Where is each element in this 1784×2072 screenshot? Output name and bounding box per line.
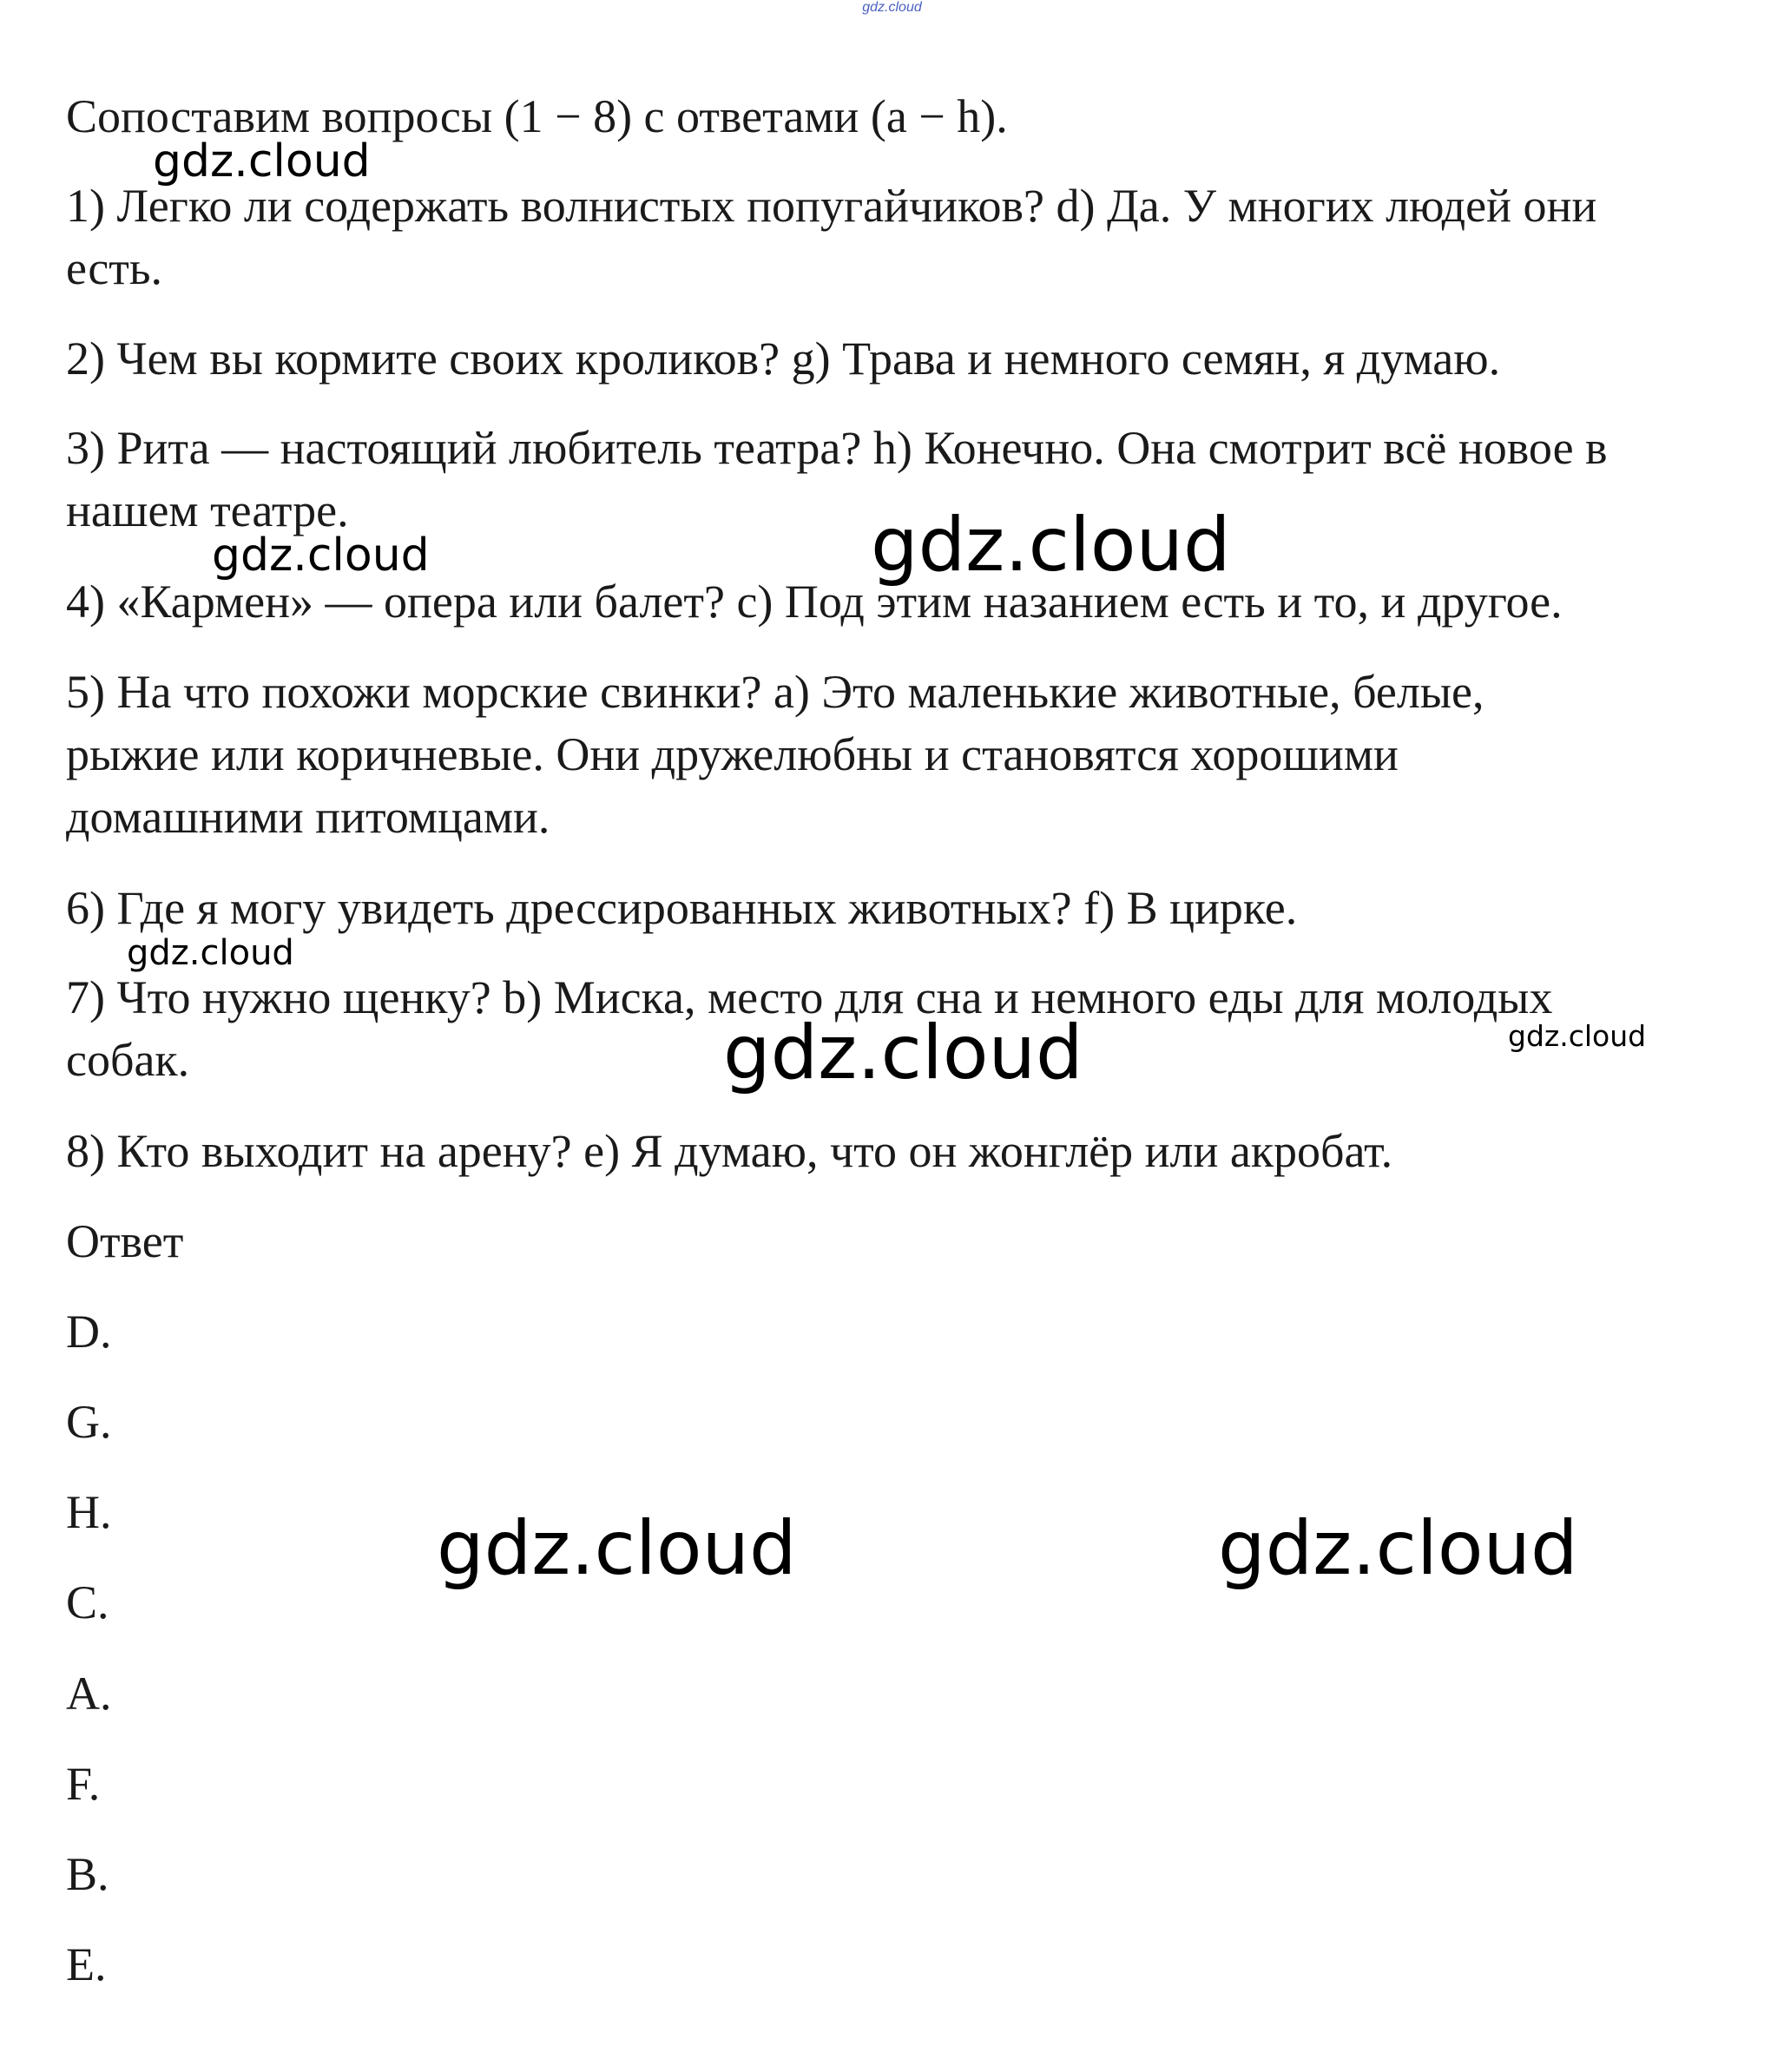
watermark: gdz.cloud [1508,1019,1647,1053]
watermark: gdz.cloud [723,1010,1083,1096]
item-7-line-1: 7) Что нужно щенку? b) Миска, место для сна и немного еды для молодых [66,971,1553,1023]
item-3-line-1: 3) Рита — настоящий любитель театра? h) Конечно. Она смотрит всё новое в [66,422,1608,474]
item-3-line-2: нашем театре. [66,484,349,536]
item-8-line-1: 8) Кто выходит на арену? e) Я думаю, что он жонглёр или акробат. [66,1125,1393,1177]
intro-text: Сопоставим вопросы (1 − 8) с ответами (a − h). [66,90,1008,142]
answer-3: H. [66,1486,112,1538]
item-1-line-1: 1) Легко ли содержать волнистых попугайчиков? d) Да. У многих людей они [66,180,1597,232]
watermark: gdz.cloud [212,530,430,582]
item-4-line-1: 4) «Кармен» — опера или балет? c) Под этим назанием есть и то, и другое. [66,576,1563,628]
watermark: gdz.cloud [1218,1505,1578,1592]
item-6-line-1: 6) Где я могу увидеть дрессированных животных? f) В цирке. [66,882,1298,934]
item-7-line-2: собак. [66,1034,190,1086]
item-5-line-3: домашними питомцами. [66,791,550,843]
answer-label: Ответ [66,1215,184,1267]
item-5-line-1: 5) На что похожи морские свинки? a) Это маленькие животные, белые, [66,666,1484,718]
answer-8: E. [66,1938,107,1990]
watermark: gdz.cloud [127,933,294,973]
watermark: gdz.cloud [437,1505,797,1592]
watermark: gdz.cloud [871,502,1231,589]
answer-5: A. [66,1667,112,1720]
item-1-line-2: есть. [66,242,163,294]
answer-6: F. [66,1758,101,1810]
item-2-line-1: 2) Чем вы кормите своих кроликов? g) Трава и немного семян, я думаю. [66,332,1501,385]
watermark: gdz.cloud [153,135,371,187]
top-watermark: gdz.cloud [862,0,922,15]
item-5-line-2: рыжие или коричневые. Они дружелюбны и становятся хорошими [66,728,1399,780]
answer-1: D. [66,1306,112,1358]
answer-2: G. [66,1396,112,1448]
answer-4: C. [66,1576,109,1628]
answer-7: B. [66,1848,109,1900]
